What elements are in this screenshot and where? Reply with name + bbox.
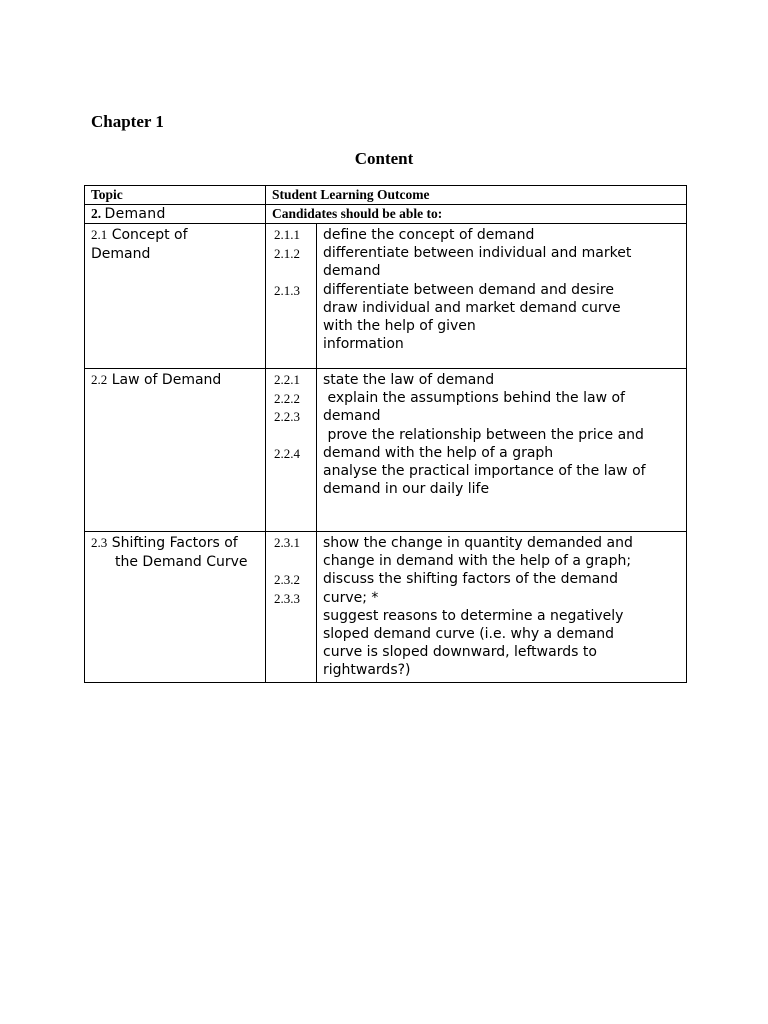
outcome-line: show the change in quantity demanded and: [323, 535, 633, 551]
topic-text: Demand: [91, 245, 151, 262]
table-subheader-row: [85, 205, 687, 224]
outcome-line: explain the assumptions behind the law of: [323, 390, 625, 407]
outcome-line: differentiate between demand and desire: [323, 281, 614, 298]
topic-text: Shifting Factors of: [111, 535, 238, 551]
outcome-line: sloped demand curve (i.e. why a demand: [323, 626, 615, 643]
content-title: Content: [354, 149, 414, 168]
topic-cell: [85, 532, 266, 683]
topic-text: the Demand Curve: [115, 553, 248, 570]
outcome-code: 2.2.3: [274, 409, 300, 424]
outcome-code: 2.3.2: [274, 572, 300, 587]
outcome-line: discuss the shifting factors of the demand: [323, 571, 619, 588]
topic-subheader: [85, 205, 266, 224]
outcome-code: 2.3.1: [274, 535, 300, 550]
topic-text: Law of Demand: [111, 372, 222, 388]
outcome-code: 2.2.2: [274, 390, 300, 406]
outcome-line: curve is sloped downward, leftwards to: [323, 644, 597, 661]
topic-number: 2.2: [91, 372, 108, 387]
outcome-header: Student Learning Outcome: [266, 186, 687, 205]
topic-number: 2.3: [91, 535, 108, 550]
outcome-text: [317, 369, 687, 532]
outcome-line: demand: [323, 408, 381, 425]
syllabus-table: [84, 185, 687, 683]
topic-label: Demand: [104, 206, 166, 222]
outcome-codes: [266, 369, 317, 532]
outcome-code: 2.2.1: [274, 372, 300, 387]
outcome-codes: [266, 532, 317, 683]
outcome-line: information: [323, 336, 404, 353]
table-row: [85, 369, 687, 532]
outcome-line: demand in our daily life: [323, 481, 490, 498]
table-row: [85, 224, 687, 369]
outcome-line: prove the relationship between the price and: [323, 426, 644, 443]
outcome-line: suggest reasons to determine a negatively: [323, 607, 624, 624]
outcome-codes: [266, 224, 317, 369]
outcome-code: 2.1.3: [274, 282, 300, 298]
topic-number: 2.: [91, 206, 102, 221]
outcome-code: 2.1.2: [274, 245, 300, 261]
outcome-line: change in demand with the help of a graph;: [323, 553, 632, 570]
topic-number: 2.1: [91, 227, 108, 242]
outcome-subheader: Candidates should be able to:: [266, 205, 687, 224]
table-row: [85, 532, 687, 683]
outcome-line: define the concept of demand: [323, 227, 535, 243]
topic-cell: [85, 224, 266, 369]
topic-text: Concept of: [111, 227, 188, 243]
table-header-row: [85, 186, 687, 205]
outcome-text: [317, 224, 687, 369]
outcome-code: 2.3.3: [274, 590, 300, 606]
outcome-line: curve; *: [323, 589, 379, 606]
outcome-code: 2.1.1: [274, 227, 300, 242]
outcome-line: state the law of demand: [323, 372, 495, 388]
topic-cell: [85, 369, 266, 532]
outcome-line: demand: [323, 263, 381, 280]
outcome-line: analyse the practical importance of the law of: [323, 463, 646, 480]
outcome-line: differentiate between individual and market: [323, 245, 632, 262]
outcome-line: rightwards?): [323, 662, 411, 679]
outcome-line: with the help of given: [323, 318, 476, 335]
outcome-line: demand with the help of a graph: [323, 444, 554, 461]
outcome-text: [317, 532, 687, 683]
chapter-heading: Chapter 1: [91, 112, 164, 131]
outcome-line: draw individual and market demand curve: [323, 299, 621, 316]
topic-header: Topic: [85, 186, 266, 205]
outcome-code: 2.2.4: [274, 446, 300, 461]
